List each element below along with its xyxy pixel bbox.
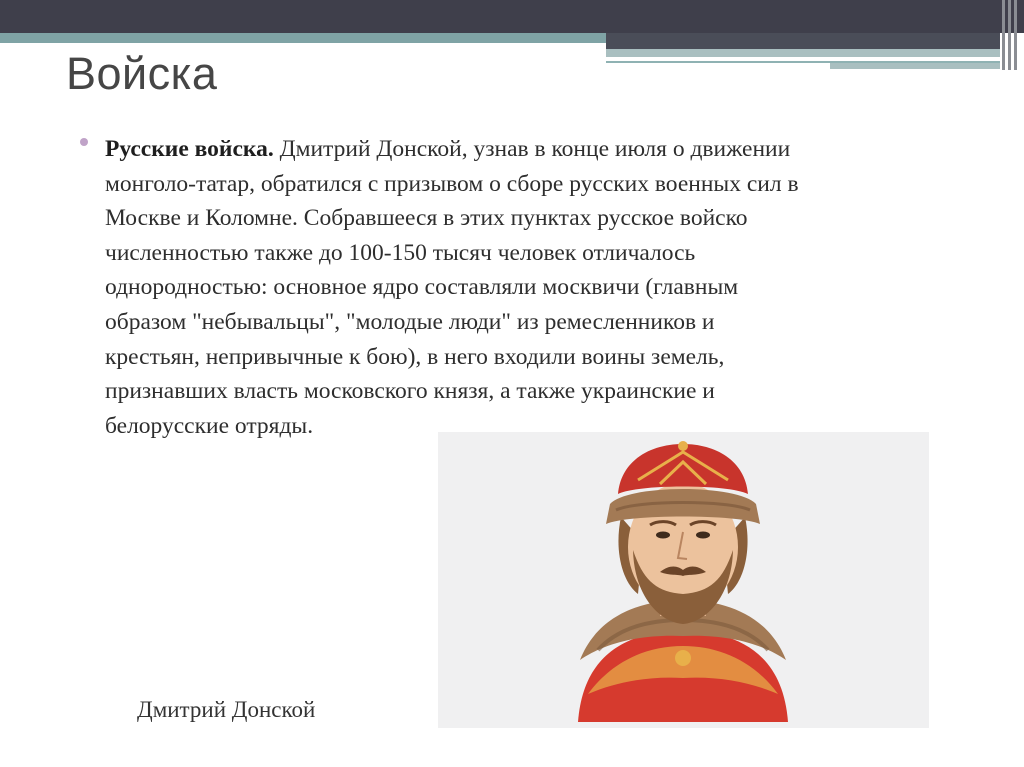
edge-line-3 — [1014, 0, 1017, 70]
light-accent-stripe — [606, 49, 1000, 57]
edge-line-2 — [1008, 0, 1011, 70]
slide-title: Войска — [66, 48, 218, 99]
bullet-line: численностью также до 100-150 тысяч человек отличалось — [105, 239, 696, 266]
bullet-line: крестьян, непривычные к бою), в него входили воины земель, — [105, 343, 725, 370]
bullet-line: образом "небывальцы", "молодые люди" из ремесленников и — [105, 308, 715, 335]
portrait-caption: Дмитрий Донской — [137, 697, 316, 722]
bullet-line: Дмитрий Донской, узнав в конце июля о движении — [273, 136, 791, 162]
portrait-illustration — [438, 432, 929, 728]
edge-line-1 — [1002, 0, 1005, 70]
bullet-line: однородностью: основное ядро составляли москвичи (главным — [105, 274, 739, 301]
bullet-lead: Русские войска. — [105, 136, 274, 162]
bullet-dot-icon — [80, 138, 88, 146]
dark-accent-stripe — [606, 33, 1000, 49]
short-accent-stripe — [830, 63, 1000, 69]
top-band — [0, 0, 1024, 33]
bullet-line: признавших власть московского князя, а также украинские и — [105, 378, 715, 405]
bullet-line: белорусские отряды. — [105, 412, 314, 439]
bullet-line: монголо-татар, обратился с призывом о сборе русских военных сил в — [105, 170, 799, 197]
bullet-text — [105, 132, 955, 443]
bullet-line: Москве и Коломне. Собравшееся в этих пунктах русское войско — [105, 205, 748, 232]
portrait-image — [438, 432, 929, 728]
